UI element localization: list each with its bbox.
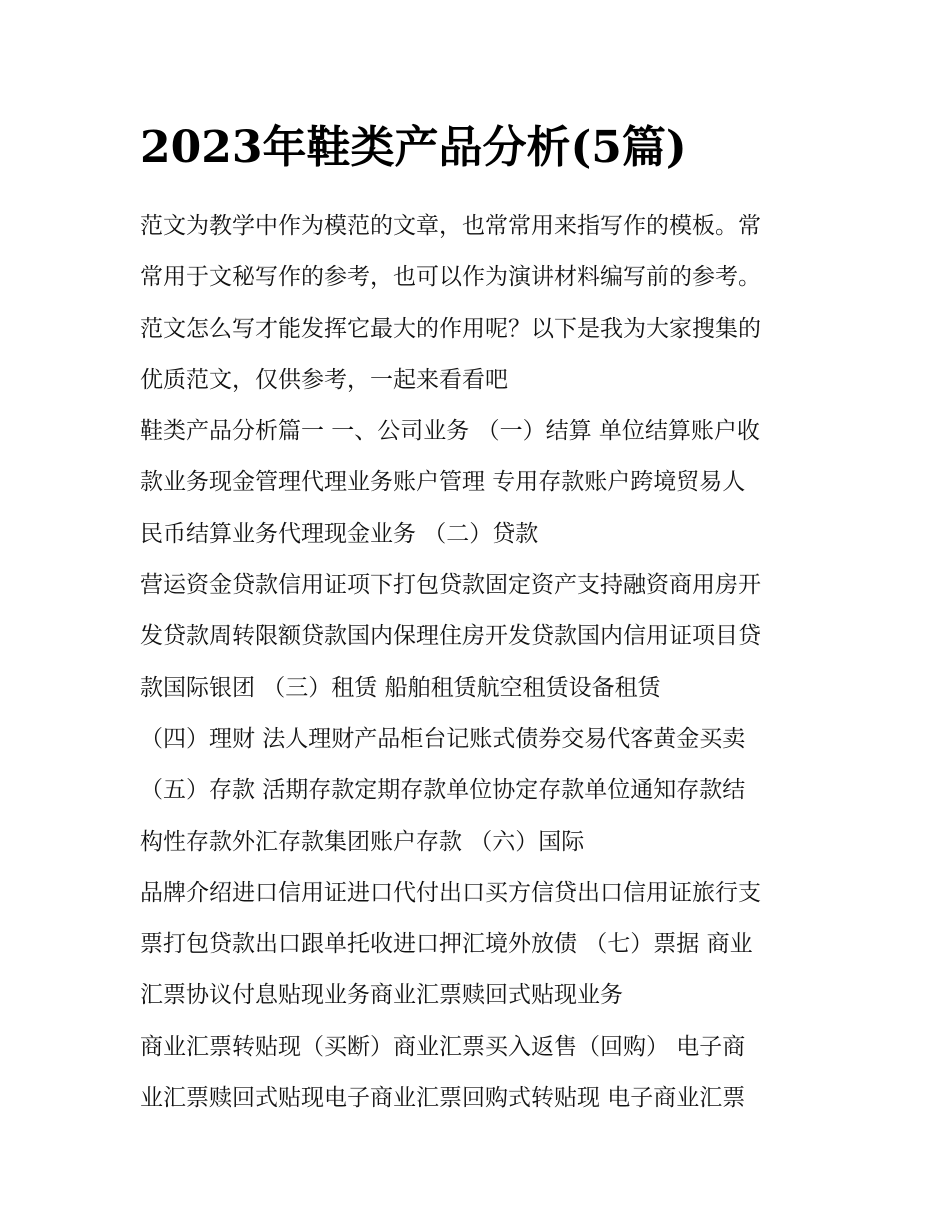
body-line: （四）理财 法人理财产品柜台记账式债券交易代客黄金买卖: [140, 725, 746, 752]
document-body: [140, 201, 820, 1124]
body-line: 品牌介绍进口信用证进口代付出口买方信贷出口信用证旅行支: [140, 879, 761, 906]
body-line: 优质范文，仅供参考，一起来看看吧: [140, 366, 508, 393]
body-line: 范文为教学中作为模范的文章，也常常用来指写作的模板。常: [140, 213, 761, 239]
body-line: 汇票协议付息贴现业务商业汇票赎回式贴现业务: [140, 982, 623, 1009]
document-title: 2023年鞋类产品分析(5篇): [140, 122, 687, 173]
body-line: 商业汇票转贴现（买断）商业汇票买入返售（回购） 电子商: [140, 1033, 746, 1060]
body-line: 民币结算业务代理现金业务 （二）贷款: [140, 520, 539, 547]
body-line: 票打包贷款出口跟单托收进口押汇境外放债 （七）票据 商业: [140, 931, 753, 958]
body-line: 款业务现金管理代理业务账户管理 专用存款账户跨境贸易人: [140, 469, 746, 496]
body-line: 款国际银团 （三）租赁 船舶租赁航空租赁设备租赁: [140, 674, 661, 701]
body-line: 业汇票赎回式贴现电子商业汇票回购式转贴现 电子商业汇票: [140, 1085, 746, 1112]
body-line: 常用于文秘写作的参考，也可以作为演讲材料编写前的参考。: [140, 264, 761, 291]
body-line: 鞋类产品分析篇一 一、公司业务 （一）结算 单位结算账户收: [140, 418, 760, 445]
body-line: 范文怎么写才能发挥它最大的作用呢？以下是我为大家搜集的: [140, 315, 761, 342]
body-line: 营运资金贷款信用证项下打包贷款固定资产支持融资商用房开: [140, 572, 761, 599]
body-line: 构性存款外汇存款集团账户存款 （六）国际: [140, 828, 585, 855]
body-line: 发贷款周转限额贷款国内保理住房开发贷款国内信用证项目贷: [140, 623, 761, 650]
body-line: （五）存款 活期存款定期存款单位协定存款单位通知存款结: [140, 777, 746, 804]
